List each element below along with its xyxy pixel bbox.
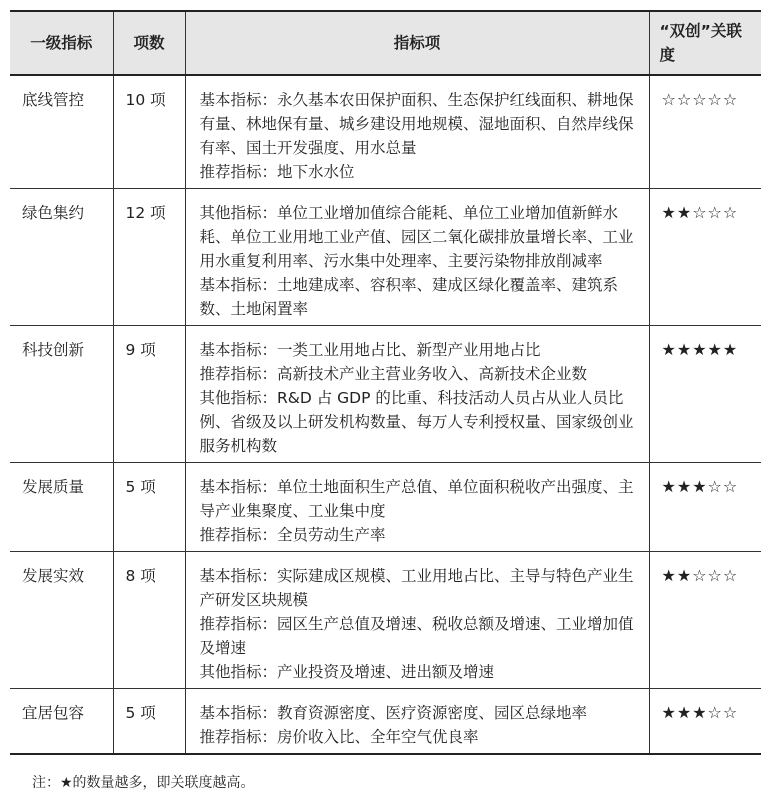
category-cell: 科技创新 bbox=[10, 326, 113, 463]
table-row bbox=[10, 326, 761, 463]
category-cell: 宜居包容 bbox=[10, 689, 113, 755]
category-cell: 发展质量 bbox=[10, 463, 113, 552]
indicator-line: 推荐指标：高新技术产业主营业务收入、高新技术企业数 bbox=[199, 365, 588, 383]
header-category: 一级指标 bbox=[10, 11, 113, 75]
indicator-line: 推荐指标：园区生产总值及增速、税收总额及增速、工业增加值及增速 bbox=[199, 615, 634, 657]
indicator-line: 其他指标：单位工业增加值综合能耗、单位工业增加值新鲜水耗、单位工业用地工业产值、园区二氧化碳排放量增长率、工业用水重复利用率、污水集中处理率、主要污染物排放削减率 bbox=[199, 204, 634, 270]
table-row bbox=[10, 463, 761, 552]
table-note: 注：★的数量越多，即关联度越高。 bbox=[32, 775, 255, 791]
indicators-cell bbox=[185, 689, 649, 755]
relevance-stars: ☆☆☆☆☆ bbox=[649, 75, 761, 189]
relevance-stars: ★★☆☆☆ bbox=[649, 189, 761, 326]
relevance-stars: ★★☆☆☆ bbox=[649, 552, 761, 689]
header-count: 项数 bbox=[113, 11, 185, 75]
table-row bbox=[10, 189, 761, 326]
indicator-line: 基本指标：一类工业用地占比、新型产业用地占比 bbox=[199, 341, 541, 359]
indicator-line: 基本指标：永久基本农田保护面积、生态保护红线面积、耕地保有量、林地保有量、城乡建设用地规模、湿地面积、自然岸线保有率、国土开发强度、用水总量 bbox=[199, 91, 634, 157]
indicator-line: 其他指标：产业投资及增速、进出额及增速 bbox=[199, 663, 495, 681]
indicator-line: 基本指标：教育资源密度、医疗资源密度、园区总绿地率 bbox=[199, 704, 588, 722]
indicator-line: 基本指标：单位土地面积生产总值、单位面积税收产出强度、主导产业集聚度、工业集中度 bbox=[199, 478, 634, 520]
header-indicators: 指标项 bbox=[185, 11, 649, 75]
count-cell: 10 项 bbox=[113, 75, 185, 189]
category-cell: 绿色集约 bbox=[10, 189, 113, 326]
count-cell: 5 项 bbox=[113, 463, 185, 552]
indicators-cell bbox=[185, 552, 649, 689]
count-cell: 12 项 bbox=[113, 189, 185, 326]
indicator-line: 推荐指标：地下水水位 bbox=[199, 163, 355, 181]
table-header-row bbox=[10, 11, 761, 75]
header-relevance: “双创”关联度 bbox=[649, 11, 761, 75]
indicator-line: 推荐指标：全员劳动生产率 bbox=[199, 526, 386, 544]
relevance-stars: ★★★☆☆ bbox=[649, 463, 761, 552]
table-body bbox=[10, 75, 761, 754]
count-cell: 5 项 bbox=[113, 689, 185, 755]
category-cell: 发展实效 bbox=[10, 552, 113, 689]
indicator-line: 其他指标：R&D 占 GDP 的比重、科技活动人员占从业人员比例、省级及以上研发机构数量、每万人专利授权量、国家级创业服务机构数 bbox=[199, 389, 634, 455]
indicators-cell bbox=[185, 189, 649, 326]
relevance-stars: ★★★☆☆ bbox=[649, 689, 761, 755]
indicators-cell bbox=[185, 463, 649, 552]
relevance-stars: ★★★★★ bbox=[649, 326, 761, 463]
count-cell: 8 项 bbox=[113, 552, 185, 689]
count-cell: 9 项 bbox=[113, 326, 185, 463]
category-cell: 底线管控 bbox=[10, 75, 113, 189]
table-row bbox=[10, 75, 761, 189]
indicator-table bbox=[10, 10, 761, 755]
table-row bbox=[10, 552, 761, 689]
indicator-line: 基本指标：土地建成率、容积率、建成区绿化覆盖率、建筑系数、土地闲置率 bbox=[199, 276, 619, 318]
indicators-cell bbox=[185, 75, 649, 189]
indicator-line: 基本指标：实际建成区规模、工业用地占比、主导与特色产业生产研发区块规模 bbox=[199, 567, 634, 609]
indicators-cell bbox=[185, 326, 649, 463]
table-row bbox=[10, 689, 761, 755]
indicator-line: 推荐指标：房价收入比、全年空气优良率 bbox=[199, 728, 479, 746]
